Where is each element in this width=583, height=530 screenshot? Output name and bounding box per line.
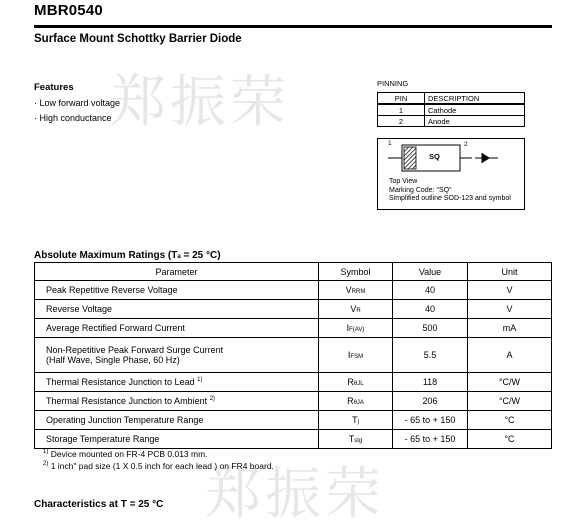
value-cell: 206 bbox=[393, 392, 468, 411]
cathode-band bbox=[404, 147, 416, 169]
parameter-cell: Peak Repetitive Reverse Voltage bbox=[35, 281, 319, 300]
features-heading: Features bbox=[34, 82, 74, 93]
symbol-cell: VR bbox=[319, 300, 393, 319]
value-cell: 40 bbox=[393, 281, 468, 300]
feature-item: · High conductance bbox=[34, 113, 112, 123]
value-cell: - 65 to + 150 bbox=[393, 430, 468, 449]
unit-cell: °C bbox=[468, 411, 552, 430]
value-cell: - 65 to + 150 bbox=[393, 411, 468, 430]
unit-cell: mA bbox=[468, 319, 552, 338]
column-header: DESCRIPTION bbox=[425, 93, 525, 105]
table-header-row bbox=[35, 263, 552, 281]
package-caption bbox=[389, 178, 511, 204]
unit-cell: °C bbox=[468, 430, 552, 449]
table-row bbox=[378, 116, 525, 127]
symbol-cell: Tstg bbox=[319, 430, 393, 449]
table-row bbox=[35, 338, 552, 373]
value-cell: 5.5 bbox=[393, 338, 468, 373]
column-header: Value bbox=[393, 263, 468, 281]
table-row bbox=[35, 411, 552, 430]
document-subtitle: Surface Mount Schottky Barrier Diode bbox=[34, 33, 242, 45]
table-row bbox=[378, 104, 525, 116]
table-row bbox=[35, 430, 552, 449]
watermark-bottom: 郑振荣 bbox=[205, 462, 385, 527]
value-cell: 500 bbox=[393, 319, 468, 338]
parameter-cell: Operating Junction Temperature Range bbox=[35, 411, 319, 430]
table-cell: Anode bbox=[425, 116, 525, 127]
parameter-cell: Thermal Resistance Junction to Lead $^{1)}$ bbox=[35, 373, 319, 392]
parameter-cell: Average Rectified Forward Current bbox=[35, 319, 319, 338]
symbol-cell: RθJA bbox=[319, 392, 393, 411]
feature-item: · Low forward voltage bbox=[34, 98, 121, 108]
amr-table-body bbox=[35, 281, 552, 449]
pinning-table bbox=[377, 92, 525, 127]
amr-title: Absolute Maximum Ratings (Ta = 25 °C) bbox=[34, 250, 221, 261]
symbol-cell: RθJL bbox=[319, 373, 393, 392]
pinning-label: PINNING bbox=[377, 79, 409, 88]
table-row bbox=[35, 373, 552, 392]
unit-cell: A bbox=[468, 338, 552, 373]
package-marking: SQ bbox=[429, 152, 440, 161]
table-row bbox=[35, 300, 552, 319]
unit-cell: °C/W bbox=[468, 373, 552, 392]
column-header: PIN bbox=[378, 93, 425, 105]
title-rule bbox=[34, 25, 552, 28]
table-row bbox=[35, 319, 552, 338]
table-row bbox=[35, 392, 552, 411]
table-cell: 2 bbox=[378, 116, 425, 127]
table-cell: Cathode bbox=[425, 104, 525, 116]
table-cell: 1 bbox=[378, 104, 425, 116]
watermark-top: 郑振荣 bbox=[110, 70, 290, 135]
parameter-cell: Reverse Voltage bbox=[35, 300, 319, 319]
outline-label: Simplified outline SOD-123 and symbol bbox=[389, 195, 511, 202]
footnote: $^{2)}$ 1 inch" pad size (1 X 0.5 inch for each lead ) on FR4 board. bbox=[43, 461, 274, 471]
value-cell: 40 bbox=[393, 300, 468, 319]
unit-cell: V bbox=[468, 281, 552, 300]
unit-cell: V bbox=[468, 300, 552, 319]
column-header: Unit bbox=[468, 263, 552, 281]
symbol-cell: IF(AV) bbox=[319, 319, 393, 338]
symbol-cell: IFSM bbox=[319, 338, 393, 373]
diode-symbol-icon bbox=[482, 153, 490, 163]
top-view-label: Top View bbox=[389, 178, 418, 185]
part-number-title: MBR0540 bbox=[34, 2, 103, 19]
symbol-cell: VRRM bbox=[319, 281, 393, 300]
table-header-row bbox=[378, 93, 525, 105]
characteristics-heading-partial: Characteristics at T = 25 °C bbox=[34, 499, 164, 510]
column-header: Parameter bbox=[35, 263, 319, 281]
absolute-maximum-ratings-table bbox=[34, 262, 552, 449]
table-row bbox=[35, 281, 552, 300]
footnote: $^{1)}$ Device mounted on FR-4 PCB 0.013 mm. bbox=[43, 449, 208, 459]
marking-code-label: Marking Code: "SQ" bbox=[389, 186, 452, 194]
symbol-cell: Tj bbox=[319, 411, 393, 430]
parameter-cell: Non-Repetitive Peak Forward Surge Current (Half Wave, Single Phase, 60 Hz) bbox=[35, 338, 319, 373]
pin2-label: 2 bbox=[464, 141, 468, 148]
parameter-cell: Storage Temperature Range bbox=[35, 430, 319, 449]
value-cell: 118 bbox=[393, 373, 468, 392]
column-header: Symbol bbox=[319, 263, 393, 281]
parameter-cell: Thermal Resistance Junction to Ambient $^{2)}$ bbox=[35, 392, 319, 411]
pin1-label: 1 bbox=[388, 140, 392, 147]
unit-cell: °C/W bbox=[468, 392, 552, 411]
